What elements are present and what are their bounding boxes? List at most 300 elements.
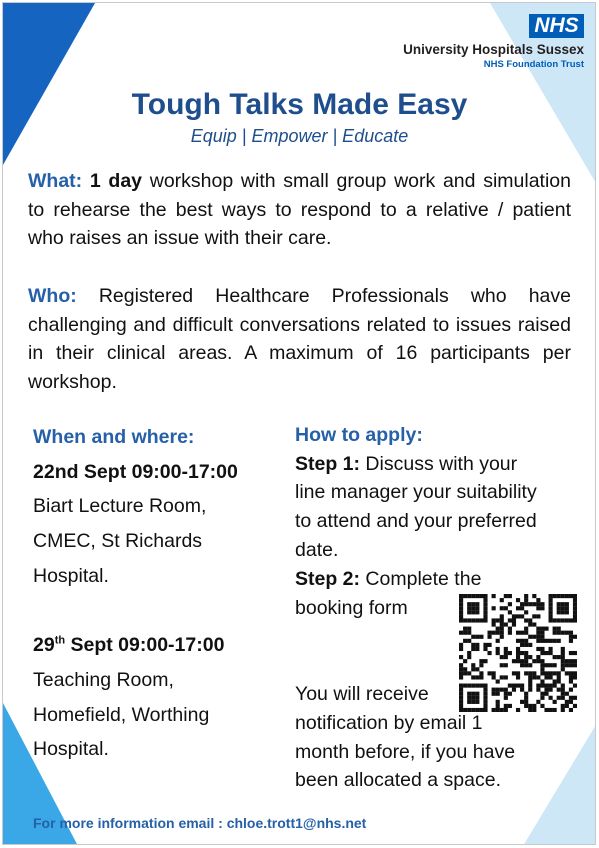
qr-module <box>540 704 544 708</box>
step1-line <box>295 452 517 476</box>
what-label: What: <box>28 170 83 192</box>
qr-module <box>569 635 573 639</box>
qr-module <box>544 692 548 696</box>
qr-module <box>553 639 557 643</box>
qr-module <box>459 704 463 708</box>
qr-module <box>524 671 528 675</box>
session2-line: Homefield, Worthing <box>33 704 210 726</box>
qr-module <box>459 618 463 622</box>
qr-module <box>540 663 544 667</box>
org-subtitle: NHS Foundation Trust <box>483 59 584 70</box>
qr-module <box>532 602 536 606</box>
qr-module <box>508 594 512 598</box>
qr-module <box>573 614 577 618</box>
qr-module <box>520 614 524 618</box>
qr-module <box>524 655 528 659</box>
step1-text: Discuss with your <box>360 453 518 475</box>
qr-module <box>561 610 565 614</box>
qr-module <box>565 610 569 614</box>
qr-module <box>467 655 471 659</box>
qr-module <box>520 659 524 663</box>
qr-module <box>496 688 500 692</box>
qr-module <box>536 614 540 618</box>
qr-module <box>532 635 536 639</box>
who-paragraph <box>28 282 571 396</box>
qr-module <box>553 684 557 688</box>
qr-module <box>471 667 475 671</box>
qr-module <box>516 606 520 610</box>
qr-module <box>540 639 544 643</box>
qr-module <box>536 627 540 631</box>
qr-module <box>524 598 528 602</box>
qr-module <box>516 651 520 655</box>
qr-module <box>483 692 487 696</box>
qr-module <box>459 647 463 651</box>
qr-module <box>524 643 528 647</box>
qr-module <box>483 618 487 622</box>
what-paragraph <box>28 167 571 253</box>
qr-module <box>471 602 475 606</box>
session1-date: 22nd Sept 09:00-17:00 <box>33 461 238 483</box>
qr-module <box>565 692 569 696</box>
qr-module <box>544 671 548 675</box>
qr-module <box>565 700 569 704</box>
qr-module <box>573 671 577 675</box>
qr-module <box>528 679 532 683</box>
qr-module <box>532 704 536 708</box>
qr-module <box>549 688 553 692</box>
qr-module <box>459 696 463 700</box>
qr-module <box>504 647 508 651</box>
qr-module <box>475 610 479 614</box>
qr-module <box>496 651 500 655</box>
qr-module <box>553 655 557 659</box>
qr-module <box>569 700 573 704</box>
qr-module <box>504 663 508 667</box>
qr-module <box>500 627 504 631</box>
qr-module <box>524 704 528 708</box>
qr-module <box>528 655 532 659</box>
qr-module <box>500 663 504 667</box>
qr-module <box>524 610 528 614</box>
qr-module <box>524 627 528 631</box>
qr-module <box>520 663 524 667</box>
qr-module <box>463 627 467 631</box>
qr-module <box>553 663 557 667</box>
qr-module <box>496 631 500 635</box>
qr-module <box>524 696 528 700</box>
qr-module <box>504 606 508 610</box>
contact-email-footer[interactable]: For more information email : chloe.trott1@nhs.net <box>33 815 367 831</box>
qr-module <box>475 675 479 679</box>
qr-module <box>508 631 512 635</box>
qr-module <box>475 692 479 696</box>
qr-module <box>557 631 561 635</box>
qr-module <box>459 671 463 675</box>
qr-module <box>471 696 475 700</box>
qr-module <box>459 684 463 688</box>
qr-module <box>565 671 569 675</box>
qr-module <box>557 655 561 659</box>
nhs-logo: NHS <box>529 14 584 38</box>
qr-module <box>500 655 504 659</box>
qr-module <box>475 643 479 647</box>
qr-module <box>467 631 471 635</box>
qr-module <box>524 631 528 635</box>
qr-module <box>492 708 496 712</box>
qr-module <box>557 618 561 622</box>
booking-form-qr-code[interactable] <box>459 594 577 712</box>
qr-module <box>463 659 467 663</box>
qr-module <box>544 627 548 631</box>
qr-module <box>528 602 532 606</box>
qr-module <box>544 651 548 655</box>
qr-module <box>483 598 487 602</box>
qr-module <box>561 606 565 610</box>
qr-module <box>524 692 528 696</box>
qr-module <box>557 606 561 610</box>
qr-module <box>557 688 561 692</box>
qr-module <box>565 618 569 622</box>
qr-module <box>475 696 479 700</box>
qr-module <box>561 684 565 688</box>
qr-module <box>516 647 520 651</box>
qr-module <box>544 663 548 667</box>
qr-module <box>536 598 540 602</box>
qr-module <box>487 635 491 639</box>
bottom-right-triangle <box>523 723 596 845</box>
qr-module <box>557 675 561 679</box>
qr-module <box>532 708 536 712</box>
qr-module <box>561 696 565 700</box>
qr-module <box>459 610 463 614</box>
qr-module <box>463 639 467 643</box>
qr-module <box>573 594 577 598</box>
qr-module <box>573 606 577 610</box>
session1-line: Hospital. <box>33 565 109 587</box>
qr-module <box>496 639 500 643</box>
step2-text: Complete the <box>360 568 482 590</box>
qr-module <box>528 688 532 692</box>
qr-module <box>504 655 508 659</box>
qr-module <box>492 606 496 610</box>
qr-module <box>532 659 536 663</box>
qr-module <box>496 692 500 696</box>
qr-module <box>561 651 565 655</box>
qr-module <box>483 696 487 700</box>
qr-module <box>471 618 475 622</box>
qr-module <box>549 671 553 675</box>
qr-module <box>479 594 483 598</box>
session2-line: Hospital. <box>33 738 109 760</box>
notice-line: You will receive <box>295 683 429 705</box>
qr-module <box>540 635 544 639</box>
qr-module <box>524 659 528 663</box>
qr-module <box>540 659 544 663</box>
qr-module <box>483 602 487 606</box>
qr-module <box>549 696 553 700</box>
qr-module <box>573 602 577 606</box>
qr-module <box>467 639 471 643</box>
qr-module <box>549 606 553 610</box>
qr-module <box>459 643 463 647</box>
qr-module <box>569 688 573 692</box>
session1-line: CMEC, St Richards <box>33 530 203 552</box>
tagline: Equip | Empower | Educate <box>190 126 409 146</box>
qr-module <box>504 708 508 712</box>
qr-module <box>483 614 487 618</box>
qr-module <box>557 594 561 598</box>
qr-module <box>561 647 565 651</box>
qr-module <box>496 700 500 704</box>
qr-module <box>467 651 471 655</box>
qr-module <box>573 651 577 655</box>
qr-module <box>512 688 516 692</box>
qr-module <box>471 663 475 667</box>
qr-module <box>459 606 463 610</box>
qr-module <box>536 635 540 639</box>
qr-module <box>536 675 540 679</box>
qr-module <box>557 610 561 614</box>
qr-module <box>459 655 463 659</box>
qr-module <box>520 602 524 606</box>
qr-module <box>471 692 475 696</box>
qr-module <box>569 671 573 675</box>
qr-module <box>536 688 540 692</box>
qr-module <box>561 667 565 671</box>
qr-module <box>520 688 524 692</box>
qr-module <box>500 688 504 692</box>
qr-module <box>504 696 508 700</box>
step1-line: line manager your suitability <box>295 481 537 503</box>
qr-module <box>557 602 561 606</box>
qr-module <box>459 598 463 602</box>
qr-module <box>508 684 512 688</box>
session2-time: Sept 09:00-17:00 <box>65 634 225 656</box>
qr-module <box>500 618 504 622</box>
qr-module <box>483 684 487 688</box>
qr-module <box>467 692 471 696</box>
qr-module <box>504 675 508 679</box>
qr-module <box>549 594 553 598</box>
qr-module <box>536 700 540 704</box>
step2-label: Step 2: <box>295 568 361 590</box>
qr-module <box>544 684 548 688</box>
qr-module <box>569 663 573 667</box>
qr-module <box>467 671 471 675</box>
qr-module <box>544 708 548 712</box>
qr-module <box>573 684 577 688</box>
qr-module <box>459 675 463 679</box>
qr-module <box>459 594 463 598</box>
qr-module <box>561 655 565 659</box>
qr-module <box>532 614 536 618</box>
qr-module <box>516 639 520 643</box>
qr-module <box>516 598 520 602</box>
qr-module <box>483 610 487 614</box>
qr-module <box>492 622 496 626</box>
qr-module <box>496 618 500 622</box>
qr-module <box>528 675 532 679</box>
qr-module <box>516 684 520 688</box>
qr-module <box>536 655 540 659</box>
qr-module <box>540 679 544 683</box>
qr-module <box>496 708 500 712</box>
qr-module <box>500 635 504 639</box>
qr-module <box>475 602 479 606</box>
qr-module <box>561 704 565 708</box>
qr-module <box>549 647 553 651</box>
qr-module <box>500 708 504 712</box>
qr-module <box>553 671 557 675</box>
qr-module <box>504 688 508 692</box>
qr-module <box>561 602 565 606</box>
qr-module <box>540 696 544 700</box>
qr-module <box>565 663 569 667</box>
qr-module <box>536 631 540 635</box>
qr-module <box>549 675 553 679</box>
qr-module <box>532 594 536 598</box>
when-heading: When and where: <box>33 426 195 448</box>
qr-module <box>557 696 561 700</box>
qr-module <box>516 675 520 679</box>
qr-module <box>528 684 532 688</box>
qr-module <box>467 627 471 631</box>
qr-module <box>492 675 496 679</box>
qr-module <box>569 708 573 712</box>
qr-module <box>553 700 557 704</box>
qr-module <box>492 631 496 635</box>
qr-module <box>492 618 496 622</box>
qr-module <box>569 631 573 635</box>
qr-module <box>544 688 548 692</box>
notice-line: notification by email 1 <box>295 712 483 734</box>
qr-module <box>561 692 565 696</box>
qr-module <box>459 700 463 704</box>
qr-module <box>532 671 536 675</box>
qr-module <box>540 671 544 675</box>
qr-module <box>549 651 553 655</box>
qr-module <box>573 675 577 679</box>
qr-module <box>544 675 548 679</box>
qr-module <box>528 643 532 647</box>
qr-module <box>549 610 553 614</box>
qr-module <box>500 598 504 602</box>
qr-module <box>549 708 553 712</box>
qr-module <box>475 618 479 622</box>
qr-module <box>483 594 487 598</box>
qr-module <box>549 618 553 622</box>
qr-module <box>549 663 553 667</box>
qr-module <box>483 708 487 712</box>
notice-line: month before, if you have <box>295 741 516 763</box>
qr-module <box>463 594 467 598</box>
qr-module <box>467 594 471 598</box>
qr-module <box>569 594 573 598</box>
qr-module <box>520 643 524 647</box>
qr-module <box>565 659 569 663</box>
qr-module <box>540 684 544 688</box>
qr-module <box>496 647 500 651</box>
qr-module <box>467 606 471 610</box>
qr-module <box>553 679 557 683</box>
qr-module <box>504 692 508 696</box>
qr-module <box>540 631 544 635</box>
qr-module <box>549 602 553 606</box>
qr-module <box>569 651 573 655</box>
qr-module <box>500 606 504 610</box>
qr-module <box>508 602 512 606</box>
qr-module <box>553 631 557 635</box>
qr-module <box>479 635 483 639</box>
qr-module <box>471 647 475 651</box>
qr-module <box>557 679 561 683</box>
qr-module <box>467 700 471 704</box>
qr-module <box>536 647 540 651</box>
qr-module <box>540 667 544 671</box>
qr-module <box>532 675 536 679</box>
qr-module <box>467 696 471 700</box>
qr-module <box>467 618 471 622</box>
qr-module <box>471 610 475 614</box>
qr-module <box>471 594 475 598</box>
qr-module <box>540 602 544 606</box>
qr-module <box>561 688 565 692</box>
qr-module <box>483 643 487 647</box>
qr-module <box>463 684 467 688</box>
qr-module <box>561 618 565 622</box>
qr-module <box>540 627 544 631</box>
step1-line: to attend and your preferred <box>295 510 537 532</box>
qr-module <box>549 598 553 602</box>
qr-module <box>524 602 528 606</box>
page-title: Tough Talks Made Easy <box>131 88 468 121</box>
qr-module <box>573 696 577 700</box>
qr-module <box>500 631 504 635</box>
qr-module <box>508 651 512 655</box>
qr-module <box>520 631 524 635</box>
qr-module <box>524 663 528 667</box>
qr-module <box>561 594 565 598</box>
qr-module <box>463 671 467 675</box>
qr-module <box>528 622 532 626</box>
qr-module <box>569 659 573 663</box>
qr-module <box>553 594 557 598</box>
qr-module <box>459 614 463 618</box>
qr-module <box>520 700 524 704</box>
qr-module <box>561 708 565 712</box>
qr-module <box>487 651 491 655</box>
qr-module <box>536 602 540 606</box>
qr-module <box>540 651 544 655</box>
qr-module <box>528 708 532 712</box>
qr-module <box>512 618 516 622</box>
qr-module <box>475 667 479 671</box>
qr-module <box>549 614 553 618</box>
step1-label: Step 1: <box>295 453 361 475</box>
qr-module <box>528 671 532 675</box>
qr-module <box>471 675 475 679</box>
qr-module <box>561 631 565 635</box>
qr-module <box>512 684 516 688</box>
qr-module <box>553 627 557 631</box>
step2-line: booking form <box>295 597 408 619</box>
qr-module <box>471 606 475 610</box>
qr-module <box>516 655 520 659</box>
qr-module <box>573 659 577 663</box>
qr-module <box>467 602 471 606</box>
apply-heading: How to apply: <box>295 424 423 446</box>
